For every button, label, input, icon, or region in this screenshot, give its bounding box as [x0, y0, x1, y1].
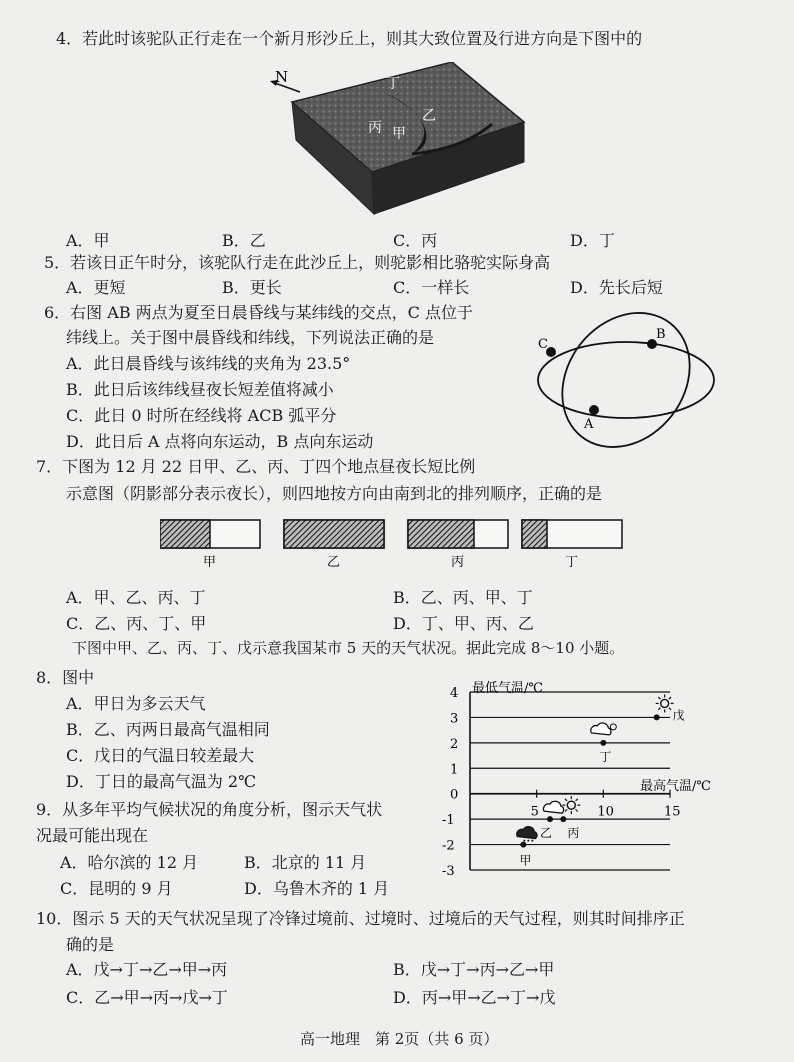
daynight-bar-2 — [284, 520, 384, 570]
q5-option-b: B．更长 — [222, 278, 282, 297]
q9-stem-line2: 况最可能出现在 — [36, 826, 149, 845]
svg-text:C: C — [538, 337, 548, 352]
daynight-bars-figure — [160, 518, 630, 570]
y-axis-label: 最低气温/℃ — [472, 681, 543, 696]
night-segment — [522, 520, 547, 548]
point-marker — [560, 816, 566, 822]
weather-point-丙 — [560, 796, 580, 840]
y-tick-label: 3 — [450, 711, 459, 727]
q9-option-c: C．昆明的 9 月 — [60, 879, 173, 898]
q6-option-c: C．此日 0 时所在经线将 ACB 弧平分 — [66, 406, 337, 425]
q7-stem-line2: 示意图（阴影部分表示夜长），则四地按方向由南到北的排列顺序，正确的是 — [66, 484, 603, 503]
q6-option-a: A．此日晨昏线与该纬线的夹角为 23.5° — [66, 354, 351, 373]
q4-option-b: B．乙 — [222, 231, 266, 250]
partly-cloudy-icon — [591, 723, 617, 735]
daynight-bar-1 — [160, 520, 260, 570]
bar-label: 丁 — [565, 555, 579, 570]
point-label: 甲 — [519, 853, 532, 868]
q10-stem-line2: 确的是 — [66, 935, 115, 954]
q6-option-b: B．此日后该纬线昼夜长短差值将减小 — [66, 380, 334, 399]
point-marker — [600, 740, 606, 746]
x-tick-label: 15 — [664, 804, 681, 820]
y-tick-label: 0 — [450, 787, 459, 803]
weather-point-戊 — [654, 694, 685, 722]
q4-stem: 4．若此时该驼队正行走在一个新月形沙丘上，则其大致位置及行进方向是下图中的 — [56, 29, 643, 48]
q5-stem: 5．若该日正午时分，该驼队行走在此沙丘上，则驼影相比骆驼实际身高 — [44, 253, 551, 272]
svg-text:B: B — [656, 327, 666, 342]
terminator-ellipse — [536, 300, 716, 460]
night-segment — [284, 520, 384, 548]
weather-point-甲 — [517, 827, 537, 868]
q9-stem-line1: 9．从多年平均气候状况的角度分析，图示天气状 — [36, 800, 383, 819]
q10-option-a: A．戊→丁→乙→甲→丙 — [66, 960, 228, 979]
daynight-bar-3 — [408, 520, 508, 570]
q10-option-b: B．戊→丁→丙→乙→甲 — [393, 960, 555, 979]
point-label: 乙 — [540, 826, 553, 841]
q8-option-d: D．丁日的最高气温为 2℃ — [66, 772, 256, 791]
north-label: N — [275, 68, 289, 86]
q8-option-c: C．戊日的气温日较差最大 — [66, 746, 255, 765]
q5-option-d: D．先长后短 — [570, 278, 663, 297]
y-tick-label: 4 — [450, 686, 459, 701]
intro-8-10: 下图中甲、乙、丙、丁、戊示意我国某市 5 天的天气状况。据此完成 8～10 小题。 — [72, 639, 625, 657]
x-axis-label: 最高气温/℃ — [640, 779, 711, 794]
q8-stem: 8．图中 — [36, 668, 95, 687]
point-marker — [654, 714, 660, 720]
sun-icon — [656, 694, 674, 712]
q7-stem-line1: 7．下图为 12 月 22 日甲、乙、丙、丁四个地点昼夜长短比例 — [36, 457, 476, 476]
point-marker — [547, 816, 553, 822]
point-a — [589, 405, 599, 415]
svg-text:A: A — [584, 417, 594, 432]
point-marker — [520, 842, 526, 848]
q9-option-d: D．乌鲁木齐的 1 月 — [244, 879, 390, 898]
q5-option-c: C．一样长 — [393, 278, 470, 297]
svg-text:甲: 甲 — [392, 126, 406, 142]
weather-chart — [440, 680, 740, 880]
q7-option-c: C．乙、丙、丁、甲 — [66, 614, 207, 633]
q5-option-a: A．更短 — [66, 278, 126, 297]
bar-label: 甲 — [203, 555, 217, 570]
point-label: 戊 — [672, 708, 685, 723]
q7-option-a: A．甲、乙、丙、丁 — [66, 588, 206, 607]
weather-point-乙 — [540, 801, 564, 840]
night-segment — [408, 520, 474, 548]
q9-option-a: A．哈尔滨的 12 月 — [60, 853, 199, 872]
daynight-bar-4 — [522, 520, 622, 570]
q4-option-a: A．甲 — [66, 231, 110, 250]
y-tick-label: -3 — [442, 864, 455, 879]
point-label: 丙 — [567, 826, 580, 841]
q8-option-a: A．甲日为多云天气 — [66, 694, 206, 713]
q10-option-c: C．乙→甲→丙→戊→丁 — [66, 988, 228, 1007]
dune-figure — [262, 62, 532, 222]
sun-icon — [562, 796, 580, 814]
point-label: 丁 — [599, 749, 612, 764]
bar-label: 丙 — [451, 555, 465, 570]
terminator-figure — [526, 300, 726, 460]
q7-option-d: D．丁、甲、丙、乙 — [393, 614, 534, 633]
y-tick-label: 2 — [450, 736, 459, 752]
x-tick-label: 5 — [530, 804, 539, 820]
night-segment — [160, 520, 210, 548]
q10-option-d: D．丙→甲→乙→丁→戊 — [393, 988, 556, 1007]
svg-text:乙: 乙 — [422, 108, 436, 124]
q4-option-c: C．丙 — [393, 231, 438, 250]
page-footer: 高一地理 第 2页（共 6 页） — [300, 1030, 499, 1048]
y-tick-label: -2 — [442, 838, 455, 854]
q6-option-d: D．此日后 A 点将向东运动，B 点向东运动 — [66, 432, 374, 451]
q10-stem-line1: 10．图示 5 天的天气状况呈现了冷锋过境前、过境时、过境后的天气过程，则其时间排序正 — [36, 909, 685, 928]
svg-text:丙: 丙 — [368, 120, 382, 136]
y-tick-label: 1 — [450, 762, 459, 778]
q4-option-d: D．丁 — [570, 231, 615, 250]
svg-text:丁: 丁 — [386, 76, 400, 92]
q8-option-b: B．乙、丙两日最高气温相同 — [66, 720, 270, 739]
q6-stem-line1: 6．右图 AB 两点为夏至日晨昏线与某纬线的交点，C 点位于 — [44, 303, 473, 322]
x-tick-label: 10 — [597, 804, 614, 820]
cloud-icon — [543, 801, 563, 813]
q9-option-b: B．北京的 11 月 — [244, 853, 367, 872]
q7-option-b: B．乙、丙、甲、丁 — [393, 588, 533, 607]
rain-icon — [517, 827, 537, 842]
q6-stem-line2: 纬线上。关于图中晨昏线和纬线，下列说法正确的是 — [66, 328, 435, 347]
bar-label: 乙 — [327, 555, 341, 570]
y-tick-label: -1 — [442, 813, 455, 829]
